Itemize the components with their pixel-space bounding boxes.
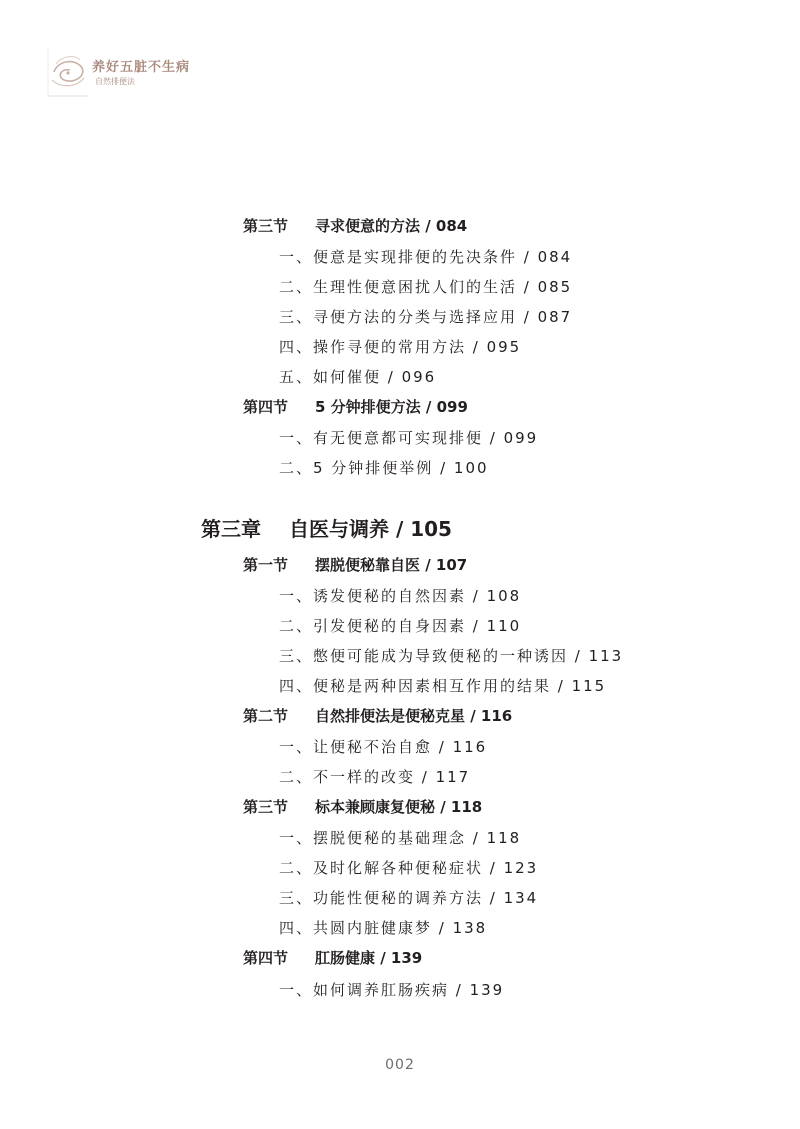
section-label: 第二节 <box>243 707 289 725</box>
toc-item[interactable]: 三、憋便可能成为导致便秘的一种诱因 / 113 <box>279 647 624 665</box>
toc-item[interactable]: 二、5 分钟排便举例 / 100 <box>279 459 489 477</box>
toc-section[interactable] <box>243 951 422 966</box>
toc-item[interactable]: 二、及时化解各种便秘症状 / 123 <box>279 859 539 877</box>
section-label: 第三节 <box>243 798 289 816</box>
book-title: 养好五脏不生病 <box>92 60 191 75</box>
toc-item[interactable]: 三、寻便方法的分类与选择应用 / 087 <box>279 308 573 326</box>
section-title: 肛肠健康 / 139 <box>315 949 423 967</box>
book-subtitle: 自然排便法 <box>95 77 135 86</box>
toc-item[interactable]: 一、诱发便秘的自然因素 / 108 <box>279 587 522 605</box>
section-title: 摆脱便秘靠自医 / 107 <box>315 556 468 574</box>
toc-section[interactable] <box>243 558 467 573</box>
toc-chapter[interactable] <box>201 519 452 539</box>
toc-item[interactable]: 一、便意是实现排便的先决条件 / 084 <box>279 248 573 266</box>
page-number: 002 <box>385 1057 415 1073</box>
toc-item[interactable]: 一、摆脱便秘的基础理念 / 118 <box>279 829 522 847</box>
section-title: 5 分钟排便方法 / 099 <box>315 398 468 416</box>
section-label: 第一节 <box>243 556 289 574</box>
toc-item[interactable]: 二、不一样的改变 / 117 <box>279 768 471 786</box>
toc-item[interactable]: 四、便秘是两种因素相互作用的结果 / 115 <box>279 677 607 695</box>
toc-item[interactable]: 一、让便秘不治自愈 / 116 <box>279 738 488 756</box>
section-label: 第四节 <box>243 949 289 967</box>
toc-item[interactable]: 四、共圆内脏健康梦 / 138 <box>279 919 488 937</box>
section-title: 自然排便法是便秘克星 / 116 <box>315 707 513 725</box>
chapter-label: 第三章 <box>201 517 261 541</box>
toc-item[interactable]: 二、生理性便意困扰人们的生活 / 085 <box>279 278 573 296</box>
toc-section[interactable] <box>243 800 482 815</box>
section-label: 第三节 <box>243 217 289 235</box>
toc-item[interactable]: 二、引发便秘的自身因素 / 110 <box>279 617 522 635</box>
section-title: 标本兼顾康复便秘 / 118 <box>315 798 483 816</box>
toc-item[interactable]: 五、如何催便 / 096 <box>279 368 437 386</box>
toc-section[interactable] <box>243 400 468 415</box>
toc-item[interactable]: 四、操作寻便的常用方法 / 095 <box>279 338 522 356</box>
section-title: 寻求便意的方法 / 084 <box>315 217 468 235</box>
chapter-title: 自医与调养 / 105 <box>289 517 452 541</box>
toc-item[interactable]: 一、如何调养肛肠疾病 / 139 <box>279 981 505 999</box>
toc-item[interactable]: 一、有无便意都可实现排便 / 099 <box>279 429 539 447</box>
section-label: 第四节 <box>243 398 289 416</box>
toc-section[interactable] <box>243 709 512 724</box>
toc-item[interactable]: 三、功能性便秘的调养方法 / 134 <box>279 889 539 907</box>
toc-section[interactable] <box>243 219 467 234</box>
